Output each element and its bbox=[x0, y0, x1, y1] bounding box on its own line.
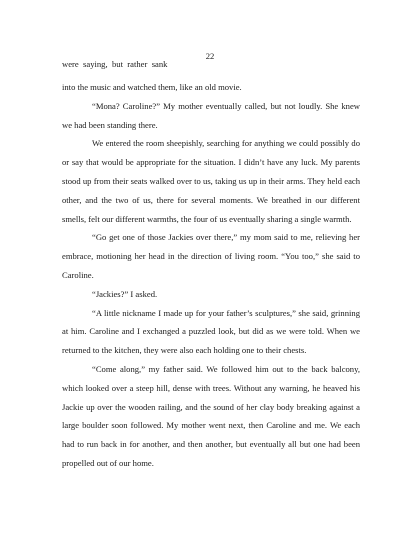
page-number: 22 bbox=[205, 51, 215, 61]
text-fragment: were saying, but rather sank bbox=[62, 59, 168, 69]
paragraph-4: “Go get one of those Jackies over there,” my mom said to me, relieving her embrace, motioning her head in the direction of living room. “You too,” she said to Caroline. bbox=[62, 232, 360, 280]
paragraph-2: “Mona? Caroline?” My mother eventually called, but not loudly. She knew we had been standing there. bbox=[62, 100, 360, 130]
paragraph-1: into the music and watched them, like an old movie. bbox=[62, 82, 242, 92]
paragraph-5: “Jackies?” I asked. bbox=[92, 288, 158, 299]
body-text bbox=[62, 78, 360, 473]
paragraph-6: “A little nickname I made up for your father’s sculptures,” she said, grinning at him. Caroline and I exchanged a puzzled look, but did as we were told. When we returned to the kitchen, they were also each holding one to their chests. bbox=[62, 307, 360, 356]
paragraph-7: “Come along,” my father said. We followed him out to the back balcony, which looked over a steep hill, dense with trees. Without any warning, he heaved his Jackie up over the wooden railing, and the sound of her clay body breaking against a large boulder soon followed. My mother went next, then Caroline and me. We each had to run back in for another, and then another, but eventually all but one had been propelled out of our home. bbox=[62, 363, 360, 468]
paragraph-3: We entered the room sheepishly, searching for anything we could possibly do or say that would be appropriate for the situation. I didn’t have any luck. My parents stood up from their seats walked over to us, taking us up in their arms. They held each other, and the two of us, there for several moments. We breathed in our different smells, felt our different warmths, the four of us eventually sharing a single warmth. bbox=[62, 138, 360, 224]
